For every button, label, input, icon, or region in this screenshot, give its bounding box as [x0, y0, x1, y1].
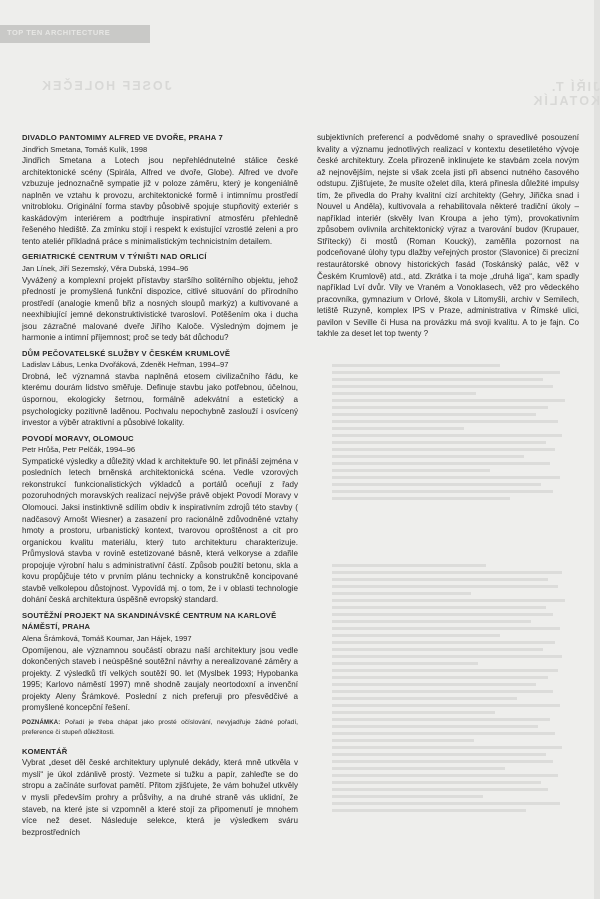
page-spine-shadow	[594, 0, 600, 899]
entry-authors: Alena Šrámková, Tomáš Koumar, Jan Hájek, 1997	[22, 633, 192, 643]
show-through-text-block	[332, 560, 572, 860]
entry-alfred-ve-dvore	[22, 132, 298, 247]
entry-title: DIVADLO PANTOMIMY ALFRED VE DVOŘE, PRAHA 7	[22, 133, 223, 142]
section-tab	[0, 25, 150, 43]
entry-body: Jindřich Smetana a Lotech jsou nepřehlédnutelné stálice české architektonické scény (Spirála, Alfred ve dvoře, Globe). Alfred ve dvoře vzbuzuje jednoznačně sympatie již v poloze záměru, který je kongeniálně naplněn ve vztahu k provozu, architektonické formě i intimnímu prostředí vnitrobloku. Originální forma stavby působivě spojuje stupňovitý exteriér s kaskádovým interiérem a podtrhuje inspirativní atmosféru přehledně řešeného hlediště. Za zmínku stojí i respekt k existující vzrostlé zeleni a pro tento ateliér příkladná práce s minimalistickým technicistním detailem.	[22, 156, 298, 246]
show-through-author-name-left: JOSEF HOLEČEK	[40, 79, 172, 93]
entry-body: Drobná, leč významná stavba naplněná etosem civilizačního řádu, ke kterému dourám lidstvo směřuje. Definuje stavbu jako potřebnou, účelnou, úspornou, ekologicky šetrnou, formálně adekvátní a estetický a psychologicky pozitivně laděnou. Pochvalu nepochybně zaslouží i osvícený investor a výběr atraktivní a působivé lokality.	[22, 371, 298, 428]
entry-authors: Jindřich Smetana, Tomáš Kulík, 1998	[22, 144, 148, 154]
entry-body: Sympatické výsledky a důležitý vklad k architektuře 90. let přináší zejména v posledních letech brněnská architektonická scéna. Vedle vzorových rekonstrukcí funkcionalistických výkladců a portálů oceňují z řady pozoruhodných moravských realizací nejvýše právě objekt Povodí Moravy v Olomouci. Jaksi instinktivně sdílím obdiv k inspirativním zdrojů této stavby ( nadčasový Arnošt Wiesner) a zasazení pro racionálně zdůvodněné vztahy hmoty a prostoru, urbanistický kontext, tvarovou oproštěnost a cit pro organickou kvalitu materiálu, který tuto architekturu charakterizuje. Průmyslová stavba v rovině estetizované básně, která velkoryse a zdařile propojuje výrobní halu s administrativní částí. Způsob použití betonu, skla a kovu propůjčuje této v prvním plánu technicky a konstrukčně koncipované stavbě velkolepou důstojnost. Vypovídá mj. o tom, že i v oblasti technologie dohání česká architektura úspěšně evropský standard.	[22, 456, 298, 605]
show-through-author-name-right: JIŘÍ T. KOTALÍK	[531, 80, 600, 108]
entry-authors: Ladislav Lábus, Lenka Dvořáková, Zdeněk Heřman, 1994–97	[22, 360, 229, 370]
entry-title: POVODÍ MORAVY, OLOMOUC	[22, 433, 134, 443]
ordering-note	[22, 718, 298, 737]
right-column	[317, 132, 579, 340]
left-column	[22, 132, 298, 842]
entry-authors: Jan Línek, Jiří Sezemský, Věra Dubská, 1994–96	[22, 264, 189, 274]
entry-authors: Petr Hrůša, Petr Pelčák, 1994–96	[22, 445, 136, 455]
entry-dum-pecovatelske-sluzby	[22, 348, 298, 429]
note-label: POZNÁMKA:	[22, 719, 61, 726]
entry-title: DŮM PEČOVATELSKÉ SLUŽBY V ČESKÉM KRUMLOVĚ	[22, 348, 231, 358]
show-through-text-block	[332, 360, 572, 540]
entry-geriatricke-centrum	[22, 251, 298, 343]
note-text: Pořadí je třeba chápat jako prosté očíslování, nevyjadřuje žádné pořadí, preference či stupeň důležitosti.	[22, 718, 298, 736]
entry-title: SOUTĚŽNÍ PROJEKT NA SKANDINÁVSKÉ CENTRUM NA KARLOVĚ NÁMĚSTÍ, PRAHA	[22, 610, 277, 632]
section-tab-label: TOP TEN ARCHITECTURE	[7, 28, 111, 37]
entry-skandinavske-centrum	[22, 610, 298, 714]
commentary-continued: subjektivních preferencí a podvědomé snahy o spravedlivé posouzení kvality a významu jednotlivých realizací v kontextu desetiletého vývoje české architektury. Zcela přirozeně inklinujete ke stavbám zcela novým až nejnovějším, nejste si však zcela jisti při absenci nutného časového odstupu. Zjišťujete, že musíte oželet díla, která přinesla důležité impulsy tím, že přivedla do Prahy kvalitní cizí architekty (Gehry, Jiřička snad i Nouvel u Anděla), kultivovala a rehabilitovala některé tradiční úkoly – například interiér (skvěly Ivan Kroupa a jeho tým), provokativním způsobem ovlivnila architektonický výraz a tvarování budov (Krupauer, Střítecký) či mostů (Roman Koucký), zaměřila pozornost na podceňované úlohy typu dlažby veřejných prostor (Slavonice) či precizní restaurátorské obnovy historických fasád (Toskánský palác, věž v Českém Krumlově) atd., atd. Zkrátka i ta moje „druhá liga“, kam spadly například Lví dvůr. Vily ve Vraném a Vonoklasech, věž pro vědeckého pracovníka, gymnazium v Orlové, škola v Litomyšli, archiv v Semilech, letiště Ruzyně, komplex IPS v Praze, administrativa v Římské ulici, pavilon v Seville či Husa na provázku má svoji kvalitu. A to je fajn. Co takhle za deset let top twenty ?	[317, 133, 579, 339]
commentary-body: Vybrat „deset děl české architektury uplynulé dekády, která mně utkvěla v mysli“ je úkol zdánlivě prostý. Vezmete si tužku a papír, zahleďte se do stropu a začínáte surfovat pamětí. Přitom zjišťujete, že vám bohužel utkvěly v mysli především prohry a průšvihy, a na druhé straně vás uklidní, že staveb, na které jste si vzpomněl a které stojí za připomenutí je mnohem více než deset. Následuje selekce, která je výsledkem sváru bezprostředních	[22, 758, 298, 837]
commentary-title: KOMENTÁŘ	[22, 746, 68, 756]
entry-body: Opomíjenou, ale významnou součástí obrazu naší architektury jsou vedle dokončených staveb i neúspěšné soutěžní návrhy a nerealizované záměry a projekty. Z výsledků tří velkých soutěží 90. let (Myslbek 1993; Hypobanka 1995; Karlovo náměstí 1997) mně shodně zaujaly neortodoxní a invenční projekty Aleny Šrámkové. Poslední z nich preferuji pro přesvědčivé a promyšlené koncepční řešení.	[22, 645, 298, 713]
entry-title: GERIATRICKÉ CENTRUM V TÝNIŠTI NAD ORLICÍ	[22, 252, 207, 262]
commentary	[22, 746, 298, 838]
entry-povodi-moravy	[22, 433, 298, 606]
entry-body: Vyvážený a komplexní projekt přístavby staršího solitérního objektu, jehož předností je promyšlená funkční dispozice, citlivé situování do přírodního prostředí (analogie kmenů břiz a nosných sloupů markýz) a kultivované a neexhibiující jemné dekonstruktivistické tvarosloví. Potěšením oka i ducha jsou zázračné malované dveře Jiřího Kaloče. Výsledným dojmem je harmonie a intimní příjemnost; proč se tedy bát důchodu?	[22, 275, 298, 343]
